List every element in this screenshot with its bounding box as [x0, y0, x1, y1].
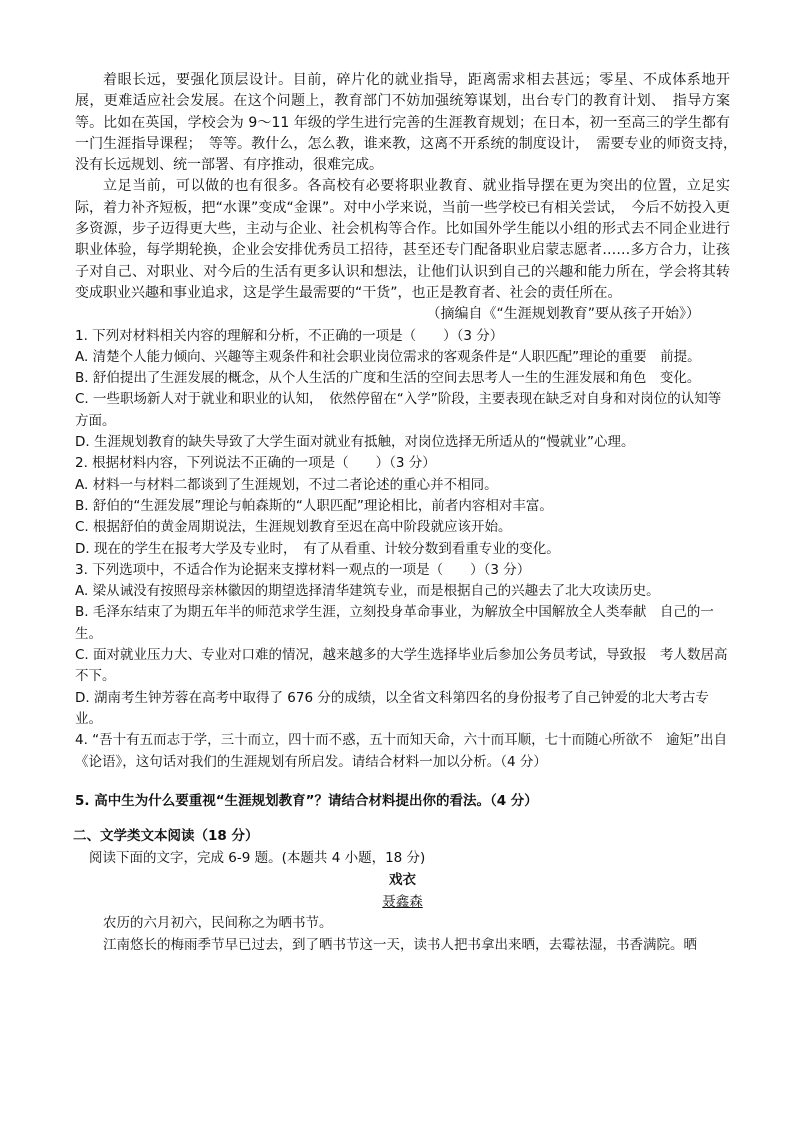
- question-1: [75, 326, 730, 454]
- question-3-stem: 3. 下列选项中，不适合作为论据来支撑材料一观点的一项是（ ）（3 分）: [75, 561, 531, 578]
- story-line-2: 江南悠长的梅雨季节早已过去，到了晒书节这一天，读书人把书拿出来晒，去霉祛湿，书香满院。晒: [103, 936, 697, 953]
- question-3-option-b: B. 毛泽东结束了为期五年半的师范求学生涯，立刻投身革命事业，为解放全中国解放全人类奉献 自己的一生。: [75, 604, 714, 642]
- passage-source: （摘编自《“生涯规划教育”要从孩子开始》）: [426, 306, 700, 323]
- question-3-option-d: D. 湖南考生钟芳蓉在高考中取得了 676 分的成绩，以全省文科第四名的身份报考了自己钟爱的北大考古专业。: [75, 689, 709, 727]
- section-heading: 二、文学类文本阅读（18 分）: [73, 828, 259, 845]
- question-2-stem: 2. 根据材料内容，下列说法不正确的一项是（ ）（3 分）: [75, 455, 436, 472]
- question-1-option-d: D. 生涯规划教育的缺失导致了大学生面对就业有抵触，对岗位选择无所适从的“慢就业”心理。: [75, 434, 635, 451]
- section-instruction: 阅读下面的文字，完成 6-9 题。(本题共 4 小题，18 分): [89, 850, 426, 867]
- story-line-1: 农历的六月初六，民间称之为晒书节。: [103, 915, 333, 932]
- question-3-option-c: C. 面对就业压力大、专业对口难的情况，越来越多的大学生选择毕业后参加公务员考试，导致报 考人数居高不下。: [75, 647, 728, 685]
- question-5: 5. 高中生为什么要重视“生涯规划教育”？请结合材料提出你的看法。（4 分）: [75, 792, 538, 809]
- question-3-option-a: A. 梁从诫没有按照母亲林徽因的期望选择清华建筑专业，而是根据自己的兴趣去了北大攻读历史。: [75, 583, 660, 600]
- story-title: 戏衣: [389, 872, 416, 889]
- passage-paragraph-1: 着眼长远，要强化顶层设计。目前，碎片化的就业指导，距离需求相去甚远；零星、不成体系地开展，更难适应社会发展。在这个问题上，教育部门不妨加强统筹谋划，出台专门的教育计划、 指导方案等。比如在英国，学校会为 9～11 年级的学生进行完善的生涯教育规划；在日本，初一至高三的学生都有一门生涯指导课程； 等等。教什么，怎么教，谁来教，这离不开系统的制度设计， 需要专业的师资支持， 没有长远规划、统一部署、有序推动，很难完成。: [75, 72, 744, 174]
- passage-paragraph-2: 立足当前，可以做的也有很多。各高校有必要将职业教育、就业指导摆在更为突出的位置，立足实际，着力补齐短板，把“水课”变成“金课”。对中小学来说，当前一些学校已有相关尝试， 今后不妨投入更多资源，步子迈得更大些，主动与企业、社会机构等合作。比如国外学生能以小组的形式去不同企业进行职业体验，每学期轮换，企业会安排优秀员工招待，甚至还专门配备职业启蒙志愿者……多方合力，让孩子对自己、对职业、对今后的生活有更多认识和想法，让他们认识到自己的兴趣和能力所在，学会将其转变成职业兴趣和事业追求，这是学生最需要的“干货”，也正是教育者、社会的责任所在。: [75, 178, 730, 301]
- story-author: 聂鑫森: [382, 894, 423, 911]
- question-1-stem: 1. 下列对材料相关内容的理解和分析，不正确的一项是（ ）（3 分）: [75, 327, 504, 344]
- question-1-option-b: B. 舒伯提出了生涯发展的概念，从个人生活的广度和生活的空间去思考人一生的生涯发展和角色 变化。: [75, 370, 701, 387]
- question-2-option-b: B. 舒伯的“生涯发展”理论与帕森斯的“人职匹配”理论相比，前者内容相对丰富。: [75, 497, 553, 514]
- question-2: [75, 453, 730, 559]
- question-3: [75, 560, 730, 730]
- question-1-option-c: C. 一些职场新人对于就业和职业的认知， 依然停留在“入学”阶段，主要表现在缺乏对自身和对岗位的认知等方面。: [75, 391, 722, 429]
- question-2-option-c: C. 根据舒伯的黄金周期说法，生涯规划教育至迟在高中阶段就应该开始。: [75, 519, 512, 536]
- question-1-option-a: A. 清楚个人能力倾向、兴趣等主观条件和社会职业岗位需求的客观条件是“人职匹配”理论的重要 前提。: [75, 348, 701, 365]
- question-2-option-a: A. 材料一与材料二都谈到了生涯规划，不过二者论述的重心并不相同。: [75, 476, 498, 493]
- question-4: 4. “吾十有五而志于学，三十而立，四十而不惑，五十而知天命，六十而耳顺，七十而随心所欲不 逾矩”出自《论语》，这句话对我们的生涯规划有所启发。请结合材料一加以分析。（4 分）: [75, 732, 728, 770]
- question-2-option-d: D. 现在的学生在报考大学及专业时， 有了从看重、计较分数到看重专业的变化。: [75, 540, 560, 557]
- document-page: [73, 70, 744, 956]
